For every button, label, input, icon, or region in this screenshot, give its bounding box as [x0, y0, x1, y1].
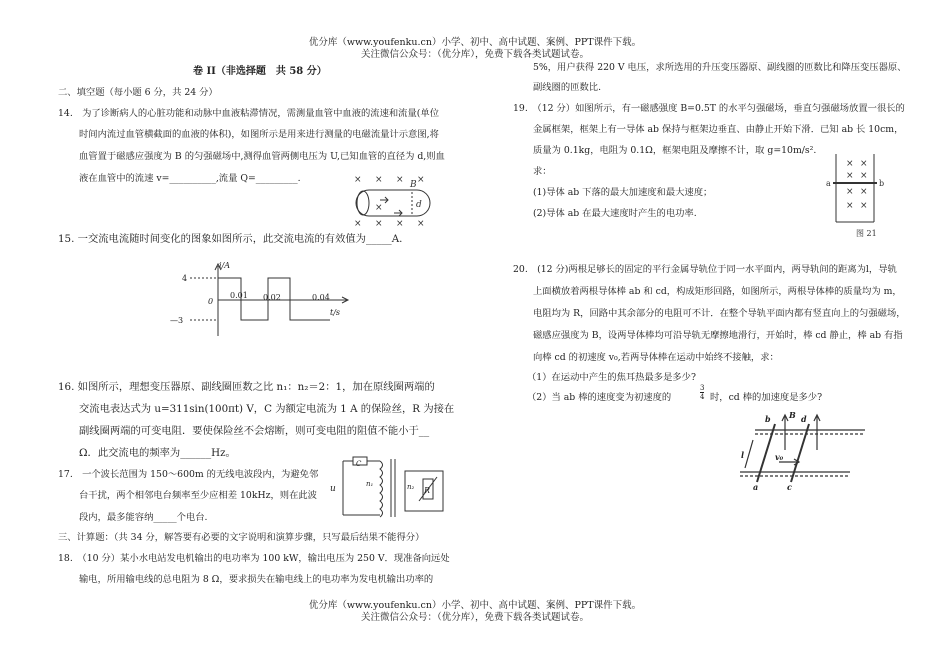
- q20-line: 20. (12 分)两根足够长的固定的平行金属导轨位于同一水平面内，两导轨间的距离为l，导轨: [513, 264, 897, 275]
- footer-line-2: 关注微信公众号：（优分库），免费下载各类试题试卷。: [360, 612, 589, 623]
- q17-line: 17. 一个波长范围为 150～600m 的无线电波段内，为避免邻: [58, 469, 319, 480]
- rod-ab: [757, 424, 775, 482]
- q14-line: 14. 为了诊断病人的心脏功能和动脉中血液粘滞情况，需测量血管中血液的流速和流量(单位: [58, 108, 439, 119]
- q17-line: 段内，最多能容纳_____个电台.: [79, 512, 208, 523]
- fig21-a-label: a: [826, 179, 831, 188]
- fig20-field-label: B: [789, 410, 796, 420]
- q19-line: 质量为 0.1kg，电阻为 0.1Ω，框架电阻及摩擦不计，取 g=10m/s².: [533, 145, 817, 156]
- svg-text:×: ×: [396, 219, 404, 228]
- rod-cd: [791, 424, 809, 482]
- fraction-denominator: 4: [700, 393, 705, 401]
- q16-line: 副线圈两端的可变电阻．要使保险丝不会熔断，则可变电阻的阻值不能小于__: [79, 425, 430, 437]
- primary-coil: [380, 461, 383, 517]
- fraction-three-quarters: [700, 384, 704, 401]
- q19-line: 求：: [533, 166, 552, 177]
- svg-text:×: ×: [396, 175, 404, 185]
- q19-line: (2)导体 ab 在最大速度时产生的电功率.: [533, 208, 697, 219]
- q14-line: 血管置于磁感应强度为 B 的匀强磁场中,测得血管两侧电压为 U,已知血管的直径为 d,则血: [79, 151, 445, 162]
- fig21-b-label: b: [879, 179, 885, 188]
- x-axis-label: t/s: [330, 308, 341, 317]
- svg-text:×: ×: [417, 219, 425, 228]
- fig16-c-label: C: [356, 460, 362, 468]
- fig20-a-label: a: [753, 482, 759, 492]
- tick-label: 0.04: [312, 293, 330, 302]
- current-time-graph: [170, 258, 370, 338]
- blood-vessel-figure: [350, 168, 440, 228]
- q17-line: 台干扰，两个相邻电台频率至少应相差 10kHz，则在此波: [79, 490, 317, 501]
- svg-text:×: ×: [846, 187, 854, 197]
- fig20-b-label: b: [765, 414, 771, 424]
- question-15: 15. 一交流电流随时间变化的图象如图所示，此交流电流的有效值为_____A.: [58, 233, 403, 245]
- fig16-n2-label: n₂: [407, 483, 415, 491]
- svg-text:×: ×: [846, 159, 854, 169]
- q18-line: 18. （10 分）某小水电站发电机输出的电功率为 100 kW，输出电压为 250 V．现准备向远处: [58, 553, 450, 564]
- tick-label: 0.02: [263, 293, 281, 302]
- svg-text:×: ×: [354, 175, 362, 185]
- q18-line: 5%，用户获得 220 V 电压，求所选用的升压变压器原、副线圈的匝数比和降压变压器原、: [533, 62, 907, 73]
- fig20-v0-label: v₀: [775, 452, 784, 462]
- header-line-1: 优分库（www.youfenku.cn）小学、初中、高中试题、案例、PPT课件下载。: [308, 37, 642, 48]
- svg-text:×: ×: [860, 187, 868, 197]
- fig21-caption: 图 21: [856, 229, 877, 238]
- q16-line: 16. 如图所示，理想变压器原、副线圈匝数之比 n₁：n₂＝2：1，加在原线圈两端的: [58, 381, 435, 393]
- fig16-u-label: u: [330, 484, 336, 494]
- transformer-figure: [325, 453, 450, 525]
- q16-line: Ω．此交流电的频率为______Hz。: [79, 447, 236, 459]
- q18-line: 输电，所用输电线的总电阻为 8 Ω，要求损失在输电线上的电功率为发电机输出功率的: [79, 574, 434, 585]
- q19-line: 金属框架，框架上有一导体 ab 保持与框架边垂直、由静止开始下滑．已知 ab 长 10cm，: [533, 124, 904, 135]
- origin-label: 0: [208, 297, 214, 306]
- q19-line: (1)导体 ab 下落的最大加速度和最大速度；: [533, 187, 713, 198]
- fraction-numerator: 3: [700, 384, 705, 392]
- svg-text:×: ×: [375, 203, 383, 213]
- footer-line-1: 优分库（www.youfenku.cn）小学、初中、高中试题、案例、PPT课件下载。: [308, 600, 642, 611]
- svg-text:×: ×: [860, 201, 868, 211]
- q20-line: 向棒 cd 的初速度 v₀,若两导体棒在运动中始终不接触，求：: [533, 352, 779, 363]
- svg-text:×: ×: [375, 219, 383, 228]
- svg-text:×: ×: [860, 171, 868, 181]
- svg-text:×: ×: [860, 159, 868, 169]
- fig16-n1-label: n₁: [366, 480, 374, 488]
- tick-label: 0.01: [230, 291, 248, 300]
- fill-heading: 二、填空题（每小题 6 分，共 24 分）: [58, 87, 218, 98]
- fig16-r-label: R: [424, 486, 431, 495]
- q14-line: 液在血管中的流速 v=__________,流量 Q=_________.: [79, 173, 301, 184]
- q20-line: 磁感应强度为 B，设两导体棒均可沿导轨无摩擦地滑行，开始时，棒 cd 静止，棒 ab 有指: [533, 330, 903, 341]
- rails-figure-20: [735, 410, 870, 495]
- svg-text:×: ×: [846, 171, 854, 181]
- fig14-d-label: d: [416, 200, 422, 210]
- svg-text:×: ×: [375, 175, 383, 185]
- calc-heading: 三、计算题：（共 34 分，解答要有必要的文字说明和演算步骤，只写最后结果不能得分）: [58, 532, 425, 543]
- svg-text:×: ×: [354, 219, 362, 228]
- q16-line: 交流电表达式为 u=311sin(100πt) V，C 为额定电流为 1 A 的保险丝，R 为接在: [79, 403, 455, 415]
- q20-line: （2）当 ab 棒的速度变为初速度的: [527, 392, 672, 403]
- section-title: 卷 II（非选择题 共 58 分）: [193, 66, 327, 77]
- svg-text:×: ×: [417, 175, 425, 185]
- fig20-d-label: d: [801, 414, 807, 424]
- frame-figure-21: [822, 150, 898, 240]
- y-bottom-label: —3: [170, 316, 184, 325]
- q18-line: 副线圈的匝数比.: [533, 82, 602, 93]
- fig14-b-label: B: [410, 180, 417, 190]
- svg-text:×: ×: [846, 201, 854, 211]
- y-top-label: 4: [182, 274, 188, 283]
- q20-line: 时，cd 棒的加速度是多少?: [710, 392, 823, 403]
- fig20-c-label: c: [787, 482, 792, 492]
- q20-line: 电阻均为 R，回路中其余部分的电阻可不计．在整个导轨平面内都有竖直向上的匀强磁场，: [533, 308, 906, 319]
- q20-line: 上面横放着两根导体棒 ab 和 cd，构成矩形回路，如图所示，两根导体棒的质量均为 m，: [533, 286, 902, 297]
- fig20-l-label: l: [741, 450, 745, 460]
- y-axis-label: i/A: [219, 261, 231, 270]
- q19-line: 19. （12 分）如图所示，有一磁感强度 B=0.5T 的水平匀强磁场，垂直匀强磁场放置一很长的: [513, 103, 905, 114]
- header-line-2: 关注微信公众号：（优分库），免费下载各类试题试卷。: [360, 49, 589, 60]
- q14-line: 时间内流过血管横截面的血液的体积)，如图所示是用来进行测量的电磁流量计示意图,将: [79, 129, 439, 140]
- q20-line: （1）在运动中产生的焦耳热最多是多少?: [527, 372, 696, 383]
